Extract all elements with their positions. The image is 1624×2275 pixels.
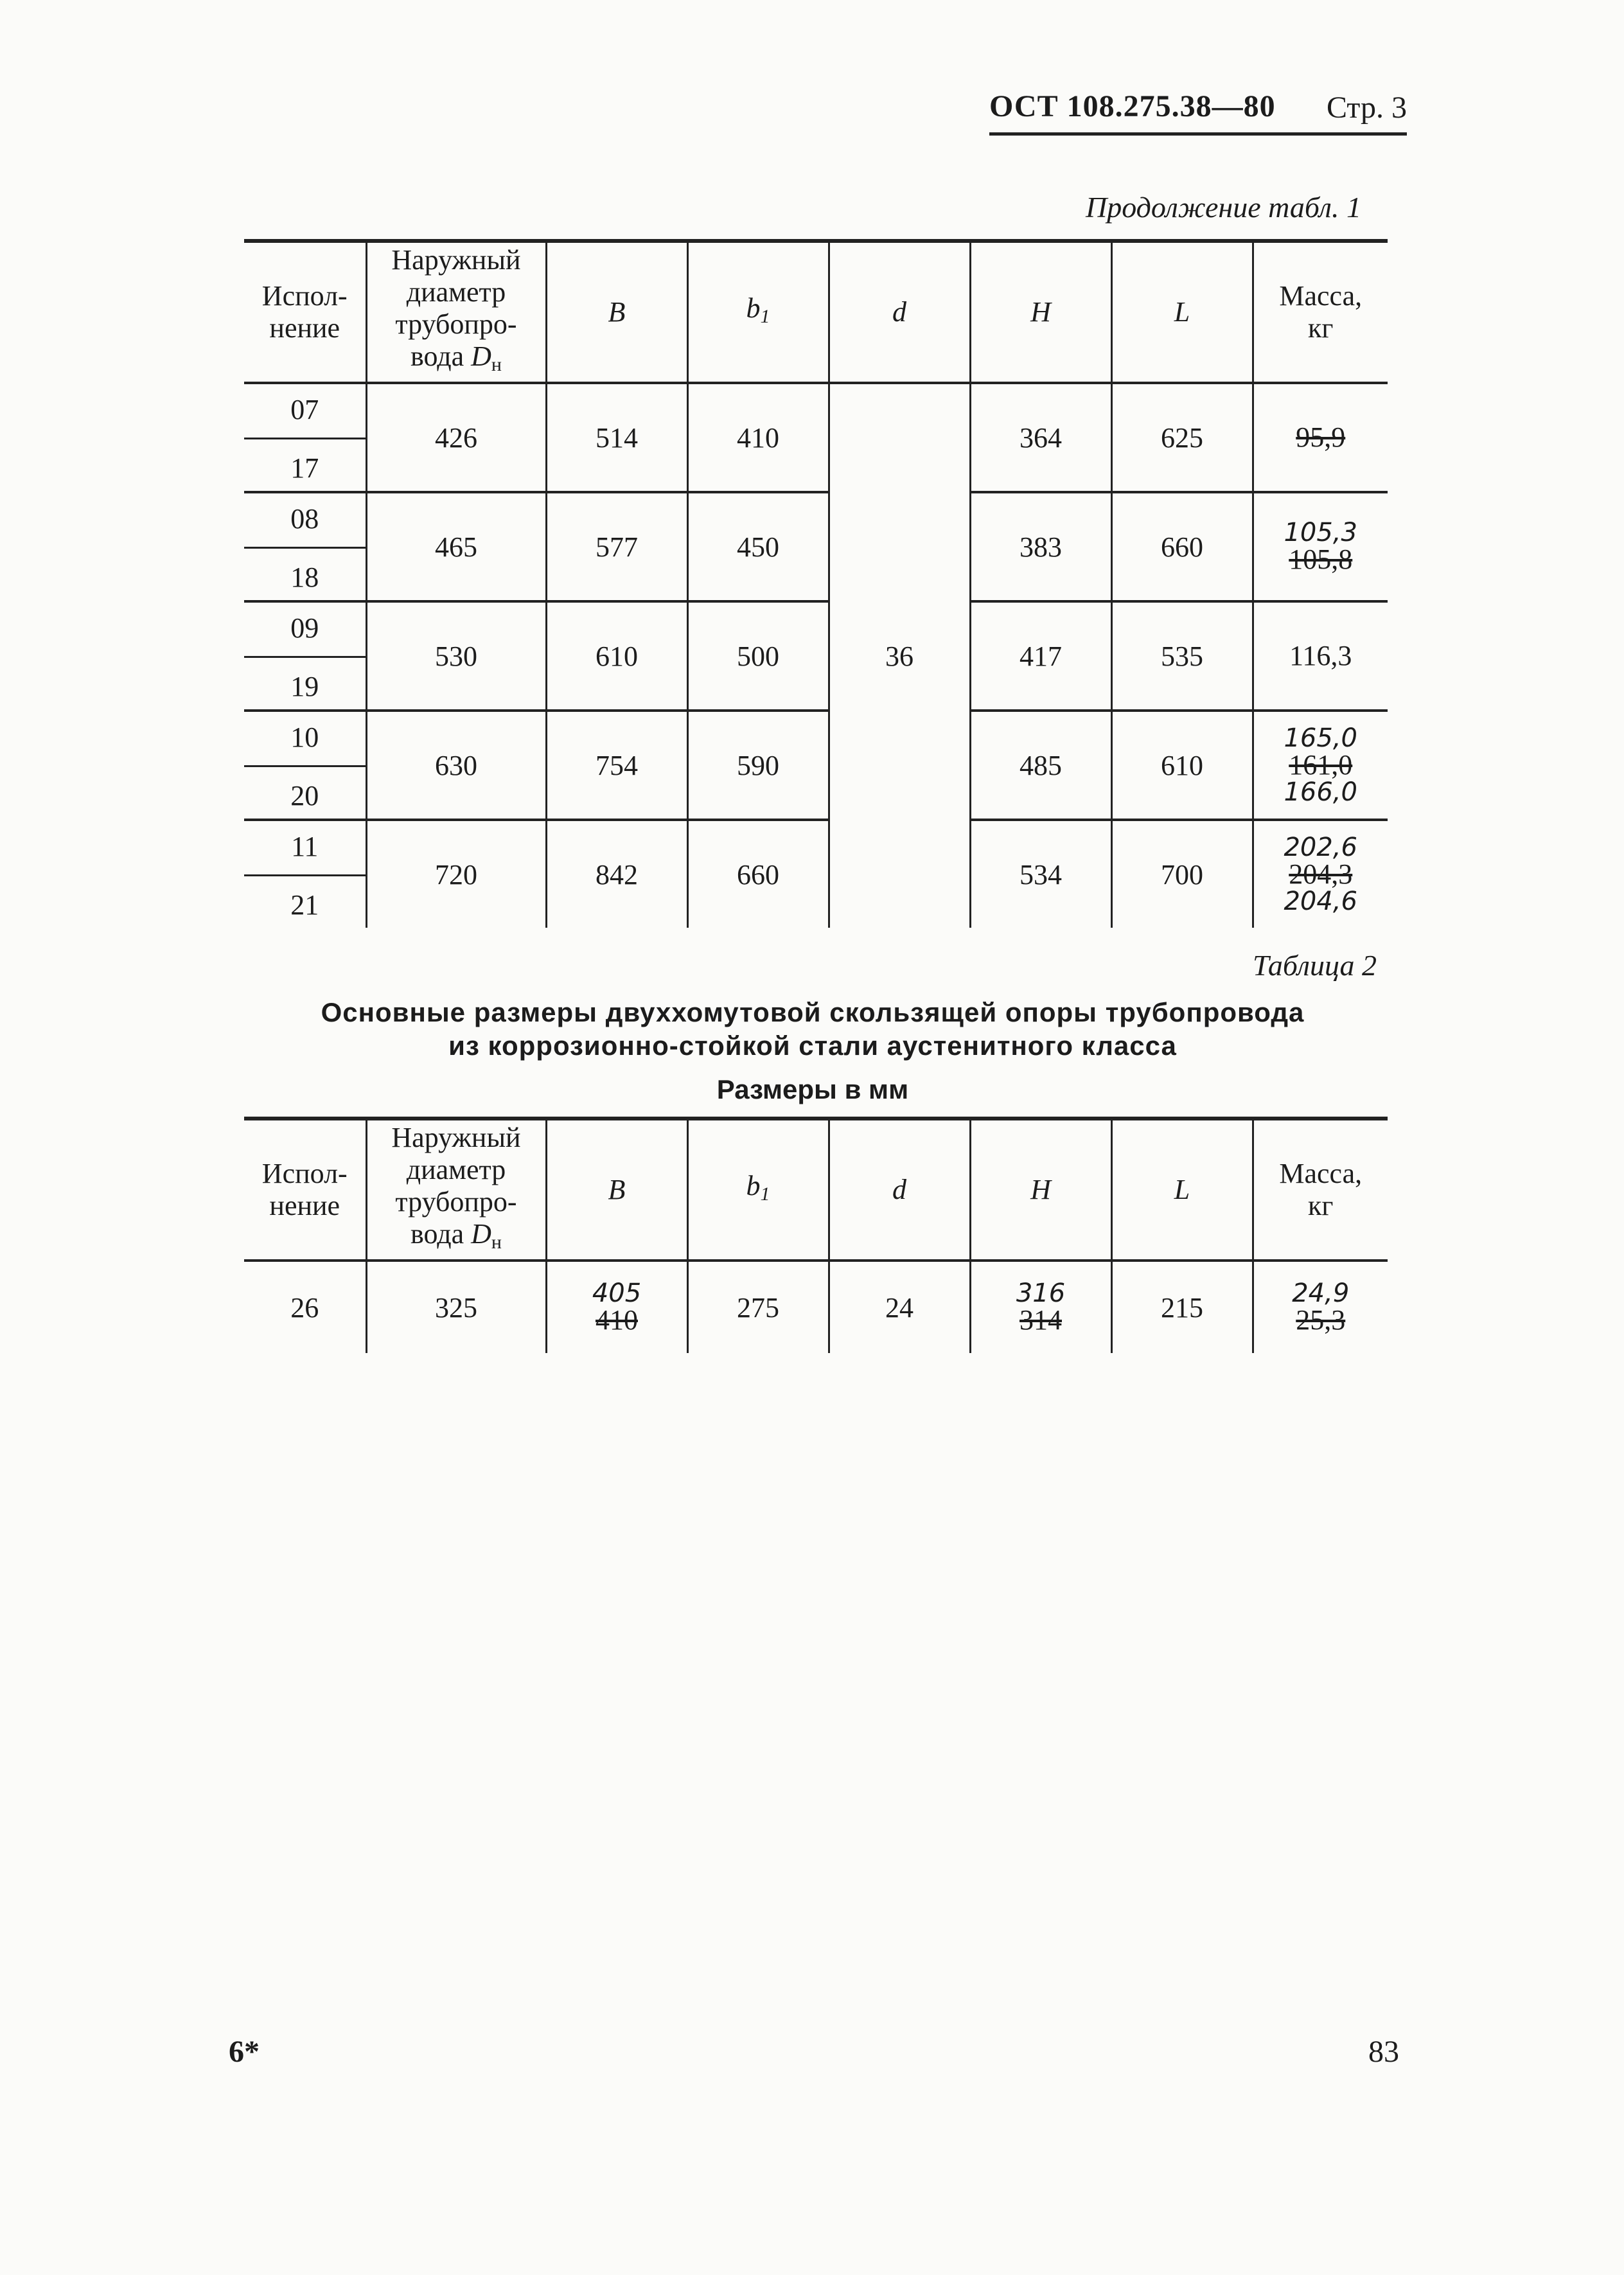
col-d: d [829,1119,970,1261]
exec-cell: 11 21 [244,820,366,928]
dn-cell: 465 [366,492,546,601]
mass-cell: 105,3 105,8 [1253,492,1388,601]
mass-cell: 202,6 204,3 204,6 [1253,820,1388,928]
table-row [244,711,1388,820]
b1-cell: 450 [687,492,829,601]
b1-cell: 275 [687,1261,829,1353]
d-cell: 36 [829,383,970,928]
table2-units: Размеры в мм [716,1074,909,1104]
table-row [244,1261,1388,1353]
col-H: H [970,241,1111,383]
H-cell: 485 [970,711,1111,820]
b1-cell: 660 [687,820,829,928]
dn-cell: 426 [366,383,546,492]
table1-header-row [244,241,1388,383]
table-row [244,601,1388,711]
table1-caption: Продолжение табл. 1 [1086,191,1361,224]
table-row [244,383,1388,492]
B-cell: 842 [546,820,687,928]
footer-signature-mark: 6* [229,2035,260,2069]
table-row [244,492,1388,601]
standard-number: ОСТ 108.275.38—80 [989,89,1276,123]
b1-cell: 590 [687,711,829,820]
table2-title: Основные размеры двуххомутовой скользящей опоры трубопровода из коррозионно-стойкой стали аустенитного класса [321,997,1305,1061]
table2-header-row [244,1119,1388,1261]
table2 [244,1117,1388,1353]
col-B: B [546,241,687,383]
exec-cell: 26 [290,1291,319,1323]
col-mass: Масса, кг [1253,1119,1388,1261]
L-cell: 625 [1111,383,1253,492]
header-rule [989,132,1407,136]
exec-cell: 07 17 [244,383,366,492]
dn-cell: 630 [366,711,546,820]
mass-cell: 116,3 [1253,601,1388,711]
B-cell: 610 [546,601,687,711]
H-cell: 383 [970,492,1111,601]
b1-cell: 410 [687,383,829,492]
col-b1: $b_1$ [687,241,829,383]
col-exec: Испол- нение [261,1158,348,1221]
mass-cell: 95,9 [1253,383,1388,492]
col-b1: $b_1$ [687,1119,829,1261]
H-cell: 417 [970,601,1111,711]
dn-cell: 325 [366,1261,546,1353]
col-d: d [829,241,970,383]
table1 [244,239,1388,928]
col-dn: Наружный диаметр трубопро- вода $D_н$ [366,241,546,383]
L-cell: 535 [1111,601,1253,711]
col-dn: Наружный диаметр трубопро- вода $D_н$ [366,1119,546,1261]
col-exec: Испол- нение [261,280,348,344]
page-number-label: Стр. 3 [1327,91,1407,125]
H-cell: 364 [970,383,1111,492]
B-cell: 754 [546,711,687,820]
B-cell: 577 [546,492,687,601]
footer-page-number: 83 [1368,2035,1399,2069]
b1-cell: 500 [687,601,829,711]
mass-cell: 24,9 25,3 [1253,1261,1388,1353]
col-B: B [546,1119,687,1261]
B-cell: 514 [546,383,687,492]
L-cell: 610 [1111,711,1253,820]
exec-cell: 10 20 [244,711,366,820]
exec-cell: 09 19 [244,601,366,711]
d-cell: 24 [829,1261,970,1353]
exec-cell: 08 18 [244,492,366,601]
col-L: L [1111,241,1253,383]
B-cell: 405 410 [546,1261,687,1353]
col-mass: Масса, кг [1253,241,1388,383]
L-cell: 660 [1111,492,1253,601]
H-cell: 316 314 [970,1261,1111,1353]
table-row [244,820,1388,928]
col-H: H [970,1119,1111,1261]
L-cell: 700 [1111,820,1253,928]
dn-cell: 720 [366,820,546,928]
page-header [989,89,1407,140]
H-cell: 534 [970,820,1111,928]
table2-label: Таблица 2 [1253,949,1377,982]
L-cell: 215 [1111,1261,1253,1353]
mass-cell: 165,0 161,0 166,0 [1253,711,1388,820]
dn-cell: 530 [366,601,546,711]
col-L: L [1111,1119,1253,1261]
